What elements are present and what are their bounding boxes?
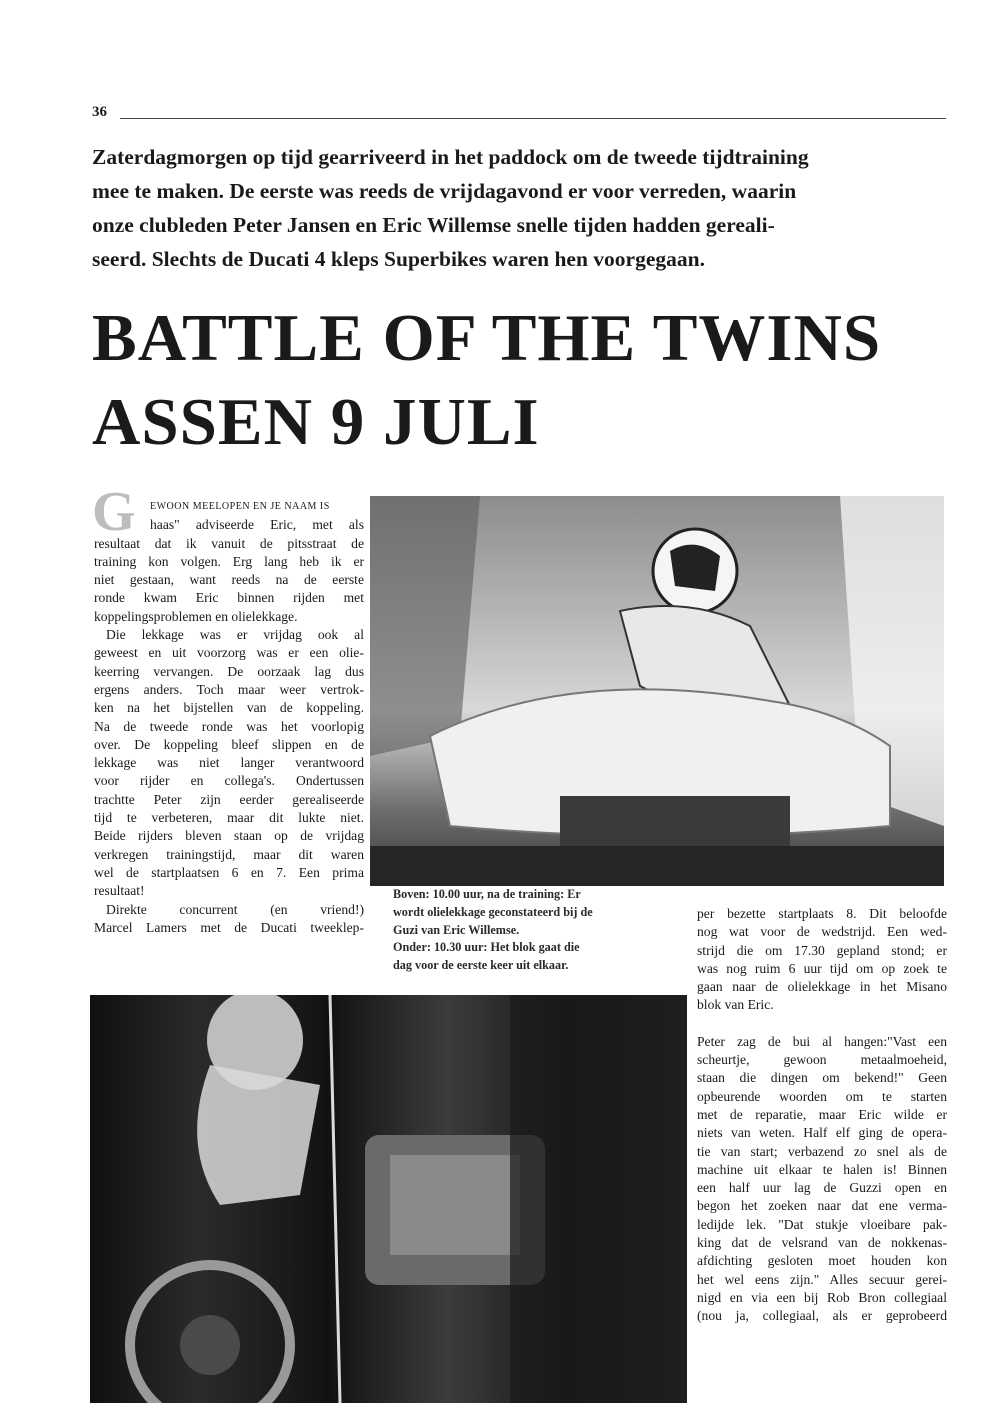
body-line: koppelingsproblemen en olielekkage. (94, 608, 298, 624)
paragraph-gap (697, 1015, 947, 1033)
lead-line: seerd. Slechts de Ducati 4 kleps Superbikes waren hen voorgegaan. (92, 247, 705, 271)
body-line: per bezette startplaats 8. Dit beloofde (697, 906, 947, 921)
body-line: begon het zoeken naar dat ene verma- (697, 1198, 947, 1214)
body-line: opbeurende woorden om te starten (697, 1088, 947, 1104)
drop-cap: G (92, 481, 136, 543)
headline-line: ASSEN 9 JULI (92, 385, 540, 459)
body-line: resultaat dat ik vanuit de pitsstraat de (94, 535, 364, 551)
photo-rider-at-bike (370, 496, 944, 886)
body-line: Marcel Lamers met de Ducati tweeklep- (94, 919, 364, 935)
body-line: verkregen trainingstijd, maar dit waren (94, 846, 364, 862)
body-line: training kon volgen. Erg lang heb ik er (94, 553, 364, 569)
lead-line: mee te maken. De eerste was reeds de vrijdagavond er voor verreden, waarin (92, 179, 797, 203)
body-line: Peter zag de bui al hangen:"Vast een (697, 1033, 947, 1049)
caption-line: Guzi van Eric Willemse. (393, 922, 520, 937)
body-line: wel de startplaatsen 6 en 7. Een prima (94, 864, 364, 880)
caption-line: Boven: 10.00 uur, na de training: Er (393, 887, 581, 901)
body-line: Beide rijders bleven staan op de vrijdag (94, 828, 364, 844)
body-line: haas" adviseerde Eric, met als (150, 517, 364, 533)
caption-line: dag voor de eerste keer uit elkaar. (393, 958, 569, 973)
body-line: Direkte concurrent (en vriend!) (106, 901, 364, 917)
body-line: Die lekkage was er vrijdag ook al (106, 627, 364, 643)
body-line: resultaat! (94, 883, 145, 899)
body-line: machine uit elkaar te halen is! Binnen (697, 1161, 947, 1177)
header-rule (120, 118, 946, 119)
left-column (94, 496, 364, 937)
caption-line: wordt olielekkage geconstateerd bij de (393, 904, 593, 919)
right-column (697, 905, 947, 1326)
caption-line: Onder: 10.30 uur: Het blok gaat die (393, 940, 580, 955)
photo-engine-repair (90, 995, 687, 1403)
body-line: tijd te verbeteren, maar dit lukte niet. (94, 810, 364, 826)
body-line: ronde kwam Eric binnen rijden met (94, 590, 364, 606)
lead-paragraph (92, 140, 942, 276)
smallcaps-text: EWOON MEELOPEN EN JE NAAM IS (150, 501, 330, 512)
photo-caption (393, 886, 658, 975)
body-line: een half uur lag de Guzzi open en (697, 1180, 947, 1196)
body-line: afdichting gesloten moet houden kon (697, 1253, 947, 1269)
body-line: lekkage was niet langer verantwoord (94, 755, 364, 771)
body-line: niet gestaan, want reeds na de eerste (94, 572, 364, 588)
body-line: met de reparatie, maar Eric wilde er (697, 1106, 947, 1122)
article-headline (92, 296, 962, 464)
lead-line: Zaterdagmorgen op tijd gearriveerd in het paddock om de tweede tijdtraining (92, 145, 809, 169)
body-line: Na de tweede ronde was het voorlopig (94, 718, 364, 734)
body-line: blok van Eric. (697, 997, 774, 1013)
body-line: nog wat voor de wedstrijd. Een wed- (697, 924, 947, 940)
body-line: was nog ruim 6 uur tijd om op zoek te (697, 960, 947, 976)
body-line: voor rijder en collega's. Ondertussen (94, 773, 364, 789)
body-line: scheurtje, gewoon metaalmoeheid, (697, 1052, 947, 1068)
body-line: over. De koppeling bleef slippen en de (94, 736, 364, 752)
body-line: (nou ja, collegiaal, als er geprobeerd (697, 1308, 947, 1324)
photo-rider-illustration (370, 496, 944, 886)
body-line: king dat de velsrand van de nokkenas- (697, 1235, 947, 1251)
headline-line: BATTLE OF THE TWINS (92, 301, 882, 375)
body-line: trachtte Peter zijn eerder gerealiseerde (94, 791, 364, 807)
page-number: 36 (92, 104, 107, 120)
body-line: ledijde lek. "Dat stukje vloeibare pak- (697, 1216, 947, 1232)
body-line: niets van weten. Half elf ging de opera- (697, 1125, 947, 1141)
body-line: tie van start; verbazend zo snel als de (697, 1143, 947, 1159)
lead-line: onze clubleden Peter Jansen en Eric Willemse snelle tijden hadden gereali- (92, 213, 775, 237)
photo-mechanic-illustration (90, 995, 687, 1403)
body-line: keerring vervangen. De oorzaak lag dus (94, 663, 364, 679)
body-line: gaan naar de olielekkage in het Misano (697, 979, 947, 995)
body-line: strijd die om 17.30 gepland stond; er (697, 942, 947, 958)
body-line: ergens anders. Toch maar weer vertrok- (94, 681, 364, 697)
body-line: nigd en via een bij Rob Bron collegiaal (697, 1289, 947, 1305)
body-line: het wel eens zijn." Alles secuur gerei- (697, 1271, 947, 1287)
body-line: staan die dingen om bekend!" Geen (697, 1070, 947, 1086)
first-line-caps (94, 496, 364, 516)
body-line: geweest en uit voorzorg was er een olie- (94, 645, 364, 661)
body-line: ken na het bijstellen van de koppeling. (94, 700, 364, 716)
